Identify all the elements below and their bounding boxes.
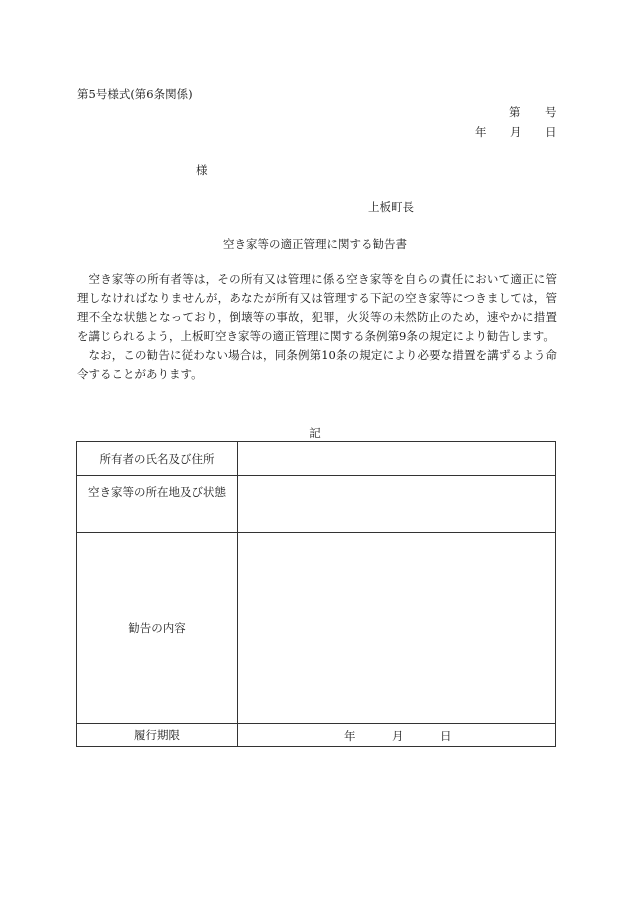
doc-number-suffix: 号 (545, 105, 557, 119)
content-value-cell (238, 533, 556, 724)
deadline-month: 月 (392, 729, 404, 743)
content-label: 勧告の内容 (77, 533, 238, 724)
document-title: 空き家等の適正管理に関する勧告書 (223, 237, 407, 251)
deadline-label: 履行期限 (77, 724, 238, 747)
date-month: 月 (510, 125, 522, 139)
recommendation-table (76, 441, 556, 747)
sender-name: 上板町長 (368, 200, 414, 214)
deadline-value-cell (238, 724, 556, 747)
date-day: 日 (545, 125, 557, 139)
body-paragraph-2: なお，この勧告に従わない場合は，同条例第10条の規定により必要な措置を講ずるよう命令することがあります。 (77, 348, 557, 381)
table-row-owner (77, 442, 556, 476)
owner-label: 所有者の氏名及び住所 (77, 442, 238, 476)
location-label: 空き家等の所在地及び状態 (77, 476, 238, 533)
table-row-content (77, 533, 556, 724)
deadline-year: 年 (344, 729, 356, 743)
body-paragraph-1: 空き家等の所有者等は，その所有又は管理に係る空き家等を自らの責任において適正に管理しなければなりませんが，あなたが所有又は管理する下記の空き家等につきましては，管理不全な状態となっており，倒壊等の事故，犯罪，火災等の未然防止のため，速やかに措置を講じられるよう，上板町空き家等の適正管理に関する条例第9条の規定により勧告します。 (77, 272, 557, 343)
owner-value-cell (238, 442, 556, 476)
ki-heading: 記 (309, 426, 321, 440)
date-year: 年 (475, 125, 487, 139)
recipient-honorific: 様 (196, 163, 208, 177)
location-value-cell (238, 476, 556, 533)
form-number: 第5号様式(第6条関係) (77, 87, 193, 101)
table-row-deadline (77, 724, 556, 747)
doc-number-prefix: 第 (509, 105, 521, 119)
body-text (77, 270, 557, 384)
deadline-day: 日 (440, 729, 452, 743)
table-row-location (77, 476, 556, 533)
